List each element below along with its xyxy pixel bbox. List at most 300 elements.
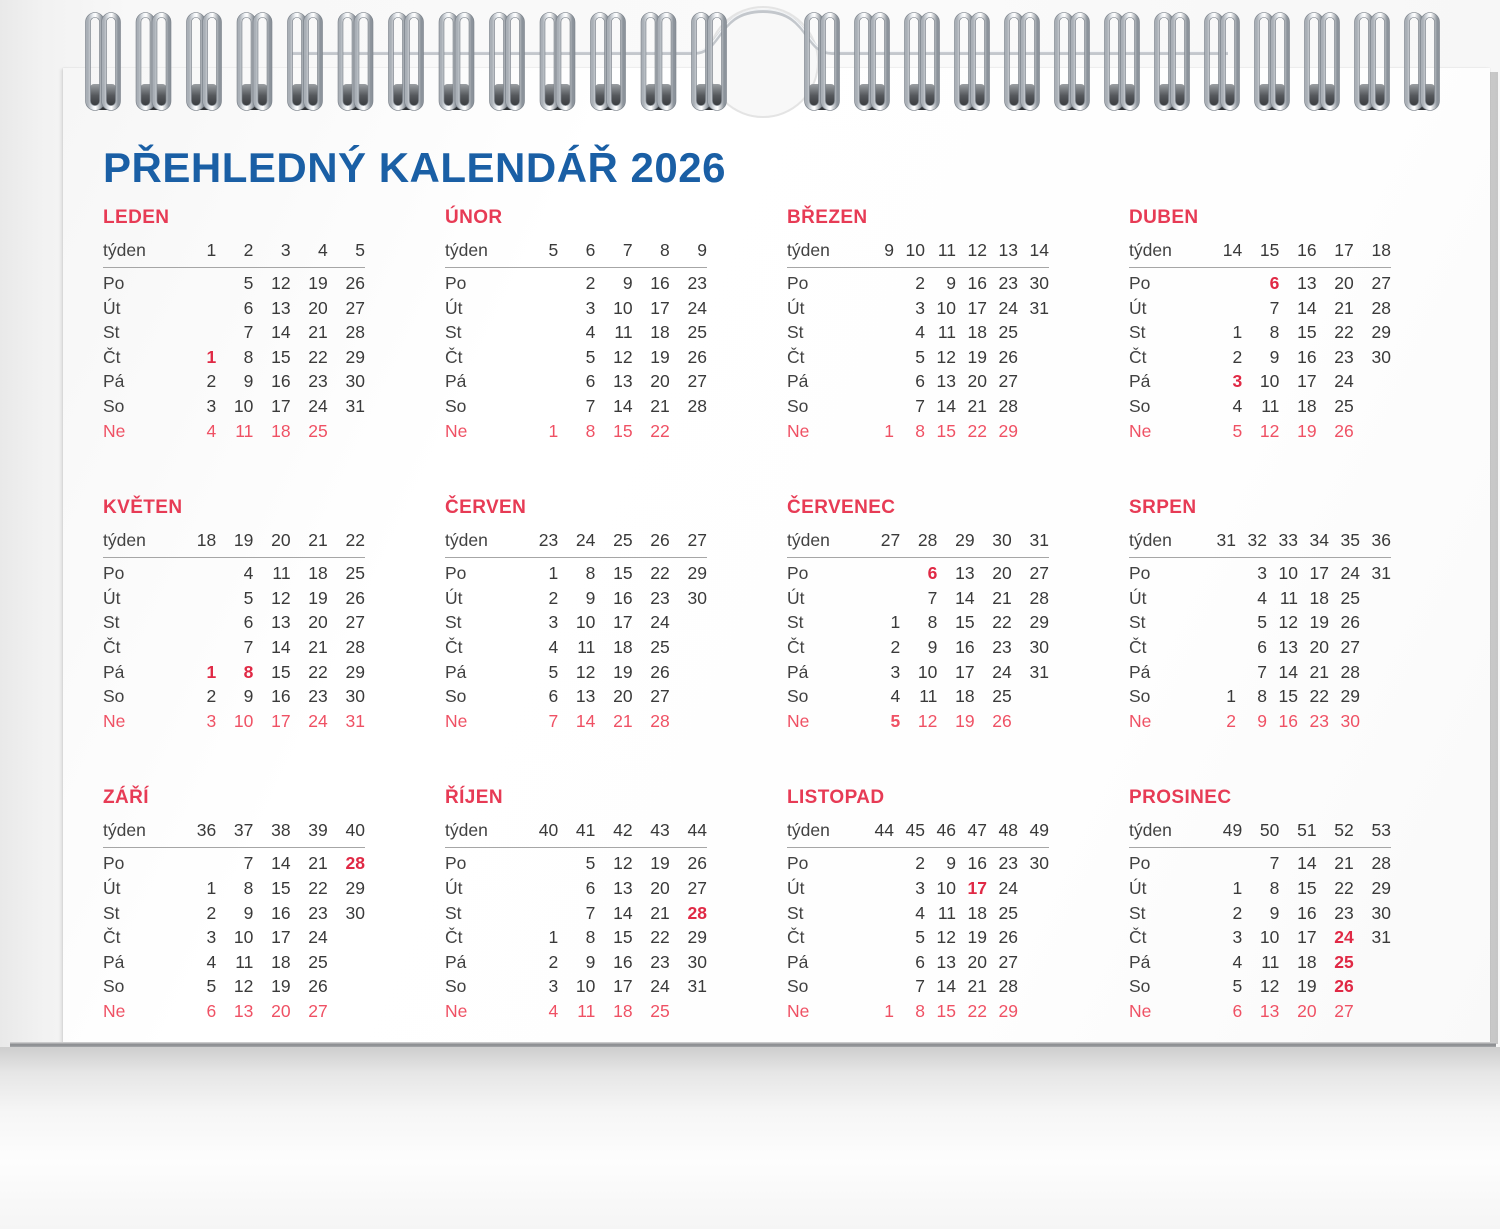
date-cell: 24 [1340,563,1360,584]
date-cell: 18 [955,686,975,707]
date-cell [863,586,900,611]
wire-loop-unit [442,15,472,110]
date-cell [863,901,894,926]
date-cell: 3 [915,297,925,318]
day-label: Ne [445,1000,468,1021]
date-cell: 28 [1371,297,1391,318]
date-cell: 16 [1278,710,1298,731]
date-cell: 27 [687,877,707,898]
week-label: týden [1129,820,1205,848]
date-cell [179,635,216,660]
day-row-so [1129,684,1391,709]
date-cell: 11 [614,322,633,343]
day-label: Ne [103,420,126,441]
month-card-únor [445,207,707,443]
date-cell: 5 [915,346,925,367]
date-cell: 14 [955,587,975,608]
day-label: Po [1129,853,1151,874]
week-number: 44 [670,820,707,848]
date-cell: 8 [243,877,254,898]
week-header-row [787,530,1049,558]
day-row-st [103,320,365,345]
month-table [103,240,365,443]
day-row-so [787,684,1049,709]
date-cell: 1 [206,877,217,898]
date-cell: 16 [271,686,291,707]
date-cell: 18 [1297,951,1317,972]
day-label: Po [445,853,467,874]
date-cell: 24 [308,927,328,948]
day-label: Út [103,877,121,898]
date-cell: 17 [271,710,291,731]
date-cell: 1 [548,563,559,584]
date-cell: 26 [687,853,707,874]
day-row-so [103,394,365,419]
day-row-po [103,268,365,296]
day-row-út [787,586,1049,611]
date-cell [1205,610,1236,635]
date-cell: 19 [613,661,633,682]
day-row-ne [787,709,1049,734]
week-number: 49 [1018,820,1049,848]
day-row-so [445,394,707,419]
day-row-st [445,320,707,345]
day-row-út [1129,876,1391,901]
week-number: 50 [1242,820,1279,848]
date-cell: 19 [1297,420,1317,441]
date-cell: 1 [1232,877,1243,898]
day-row-pá [445,660,707,685]
date-cell: 18 [613,1000,633,1021]
date-cell: 25 [1334,951,1354,972]
date-cell: 6 [243,612,254,633]
wire-loop-unit [1407,15,1437,110]
week-number: 22 [328,530,365,558]
day-row-ne [787,999,1049,1024]
day-label: St [1129,322,1146,343]
date-cell [1012,709,1049,734]
date-cell: 8 [1269,877,1280,898]
date-cell: 15 [1297,877,1317,898]
week-number: 31 [1012,530,1049,558]
date-cell: 18 [650,322,670,343]
spiral-binding [0,0,1500,132]
date-cell: 9 [1257,710,1267,731]
date-cell: 16 [967,273,987,293]
date-cell: 24 [308,395,328,416]
date-cell: 26 [650,661,670,682]
day-label: Út [445,297,463,318]
day-row-út [445,296,707,321]
date-cell: 8 [585,563,596,584]
date-cell: 16 [271,902,291,923]
date-cell: 12 [233,976,254,997]
date-cell [1205,296,1242,321]
week-header-row [103,240,365,268]
date-cell: 9 [585,951,596,972]
date-cell: 8 [243,661,254,682]
date-cell [1205,660,1236,685]
date-cell: 13 [271,612,291,633]
date-cell: 4 [915,902,925,923]
date-cell: 2 [890,636,901,657]
date-cell: 20 [308,612,328,633]
week-label: týden [1129,530,1205,558]
date-cell: 20 [1334,273,1354,293]
date-cell: 22 [967,420,987,441]
date-cell: 29 [345,661,365,682]
month-title: SRPEN [1129,497,1197,519]
wire-loop-unit [1257,15,1287,110]
date-cell: 10 [233,927,254,948]
date-cell: 22 [308,346,328,367]
wire-loop-unit [907,15,937,110]
day-row-ne [103,419,365,444]
date-cell [1360,660,1391,685]
date-cell [1360,610,1391,635]
date-cell: 20 [967,951,987,972]
day-row-so [445,684,707,709]
week-number: 6 [558,240,595,268]
day-row-čt [787,925,1049,950]
date-cell: 4 [1232,395,1243,416]
date-cell [1360,709,1391,734]
date-cell [1018,369,1049,394]
date-cell: 16 [967,853,987,874]
date-cell: 22 [650,927,670,948]
wire-loop-unit [1307,15,1337,110]
date-cell: 28 [1371,853,1391,874]
day-row-so [1129,974,1391,999]
date-cell: 6 [243,297,254,318]
date-cell [521,296,558,321]
week-label: týden [445,240,521,268]
day-label: Ne [103,710,126,731]
date-cell: 11 [1261,951,1280,972]
day-row-so [1129,394,1391,419]
date-cell: 13 [271,297,291,318]
date-cell [863,369,894,394]
date-cell: 15 [613,927,633,948]
date-cell: 27 [998,371,1018,392]
date-cell: 5 [585,853,596,874]
day-row-ne [103,999,365,1024]
day-label: So [103,395,125,416]
date-cell: 24 [308,710,328,731]
date-cell: 15 [955,612,975,633]
day-row-so [787,394,1049,419]
day-label: Ne [103,1000,126,1021]
date-cell: 19 [650,346,670,367]
week-number: 27 [670,530,707,558]
date-cell: 11 [577,1000,596,1021]
date-cell: 27 [998,951,1018,972]
date-cell: 3 [206,927,217,948]
date-cell: 23 [308,371,328,392]
day-row-po [787,558,1049,586]
day-row-út [787,876,1049,901]
date-cell: 24 [650,612,670,633]
day-label: So [445,686,467,707]
date-cell: 9 [946,273,956,293]
day-label: Út [103,297,121,318]
week-number: 39 [291,820,328,848]
date-cell: 28 [687,395,707,416]
date-cell: 25 [308,951,328,972]
day-row-čt [1129,635,1391,660]
date-cell: 25 [650,636,670,657]
date-cell: 13 [936,951,956,972]
wire-loop-unit [88,15,118,110]
week-label: týden [103,530,179,558]
date-cell: 15 [936,1000,956,1021]
day-row-ne [1129,999,1391,1024]
day-row-po [1129,268,1391,296]
day-row-pá [103,369,365,394]
date-cell: 26 [1334,420,1354,441]
date-cell: 9 [927,636,938,657]
date-cell [179,268,216,296]
date-cell: 20 [613,686,633,707]
date-cell: 3 [206,395,217,416]
date-cell: 8 [927,612,938,633]
date-cell: 25 [1334,395,1354,416]
date-cell: 21 [1334,853,1354,874]
date-cell: 21 [992,587,1012,608]
date-cell: 21 [1334,297,1354,318]
date-cell [670,635,707,660]
date-cell [1018,950,1049,975]
week-number: 41 [558,820,595,848]
date-cell: 29 [998,420,1018,441]
date-cell: 15 [613,563,633,584]
date-cell: 29 [345,346,365,367]
date-cell: 19 [955,710,975,731]
date-cell: 25 [992,686,1012,707]
wire-loop-unit [492,15,522,110]
date-cell: 28 [345,636,365,657]
wire-loop-unit [240,15,270,110]
date-cell [328,950,365,975]
day-label: Út [1129,297,1147,318]
day-row-út [445,876,707,901]
day-row-ne [445,999,707,1024]
week-number: 52 [1317,820,1354,848]
date-cell: 14 [271,853,291,874]
day-label: Pá [787,661,809,682]
date-cell: 7 [915,395,925,416]
week-number: 53 [1354,820,1391,848]
day-row-st [787,610,1049,635]
week-number: 42 [595,820,632,848]
day-label: So [787,686,809,707]
date-cell: 28 [998,976,1018,997]
date-cell: 21 [308,636,328,657]
day-row-ne [1129,709,1391,734]
date-cell: 18 [613,636,633,657]
date-cell: 15 [271,346,291,367]
date-cell: 8 [915,1000,925,1021]
day-row-út [787,296,1049,321]
week-number: 33 [1267,530,1298,558]
date-cell: 24 [992,661,1012,682]
week-number: 2 [216,240,253,268]
date-cell: 18 [1309,587,1329,608]
day-label: Čt [787,346,805,367]
date-cell: 26 [998,927,1018,948]
day-label: Po [103,273,125,293]
day-row-po [445,558,707,586]
date-cell: 6 [915,371,925,392]
date-cell: 23 [308,902,328,923]
month-title: ČERVEN [445,497,527,519]
date-cell: 13 [936,371,956,392]
day-label: Po [1129,273,1151,293]
date-cell [1354,950,1391,975]
month-card-listopad [787,787,1049,1023]
week-number: 7 [595,240,632,268]
date-cell: 29 [687,563,707,584]
month-card-prosinec [1129,787,1391,1023]
date-cell: 30 [1340,710,1360,731]
date-cell: 12 [271,587,291,608]
date-cell: 18 [271,951,291,972]
day-row-pá [787,369,1049,394]
date-cell: 10 [613,297,633,318]
day-label: So [103,976,125,997]
date-cell: 29 [998,1000,1018,1021]
month-title: LISTOPAD [787,787,885,809]
date-cell: 22 [1309,686,1329,707]
date-cell [521,848,558,876]
date-cell: 20 [1297,1000,1317,1021]
wire-loop-unit [857,15,887,110]
day-label: Ne [1129,1000,1152,1021]
date-cell [1205,635,1236,660]
day-label: So [1129,395,1151,416]
month-title: BŘEZEN [787,207,868,228]
date-cell: 25 [345,563,365,584]
date-cell: 13 [575,686,596,707]
month-card-červenec [787,497,1049,733]
date-cell: 17 [955,661,975,682]
date-cell: 20 [967,371,987,392]
date-cell: 2 [1226,710,1236,731]
day-label: Čt [445,927,463,948]
date-cell: 1 [548,420,559,441]
date-cell: 1 [884,1000,894,1021]
date-cell: 10 [1278,563,1298,584]
date-cell: 21 [650,902,670,923]
date-cell: 14 [1297,853,1317,874]
date-cell: 9 [1269,902,1280,923]
day-label: Čt [1129,636,1147,657]
date-cell: 19 [308,587,328,608]
date-cell [670,999,707,1024]
date-cell: 11 [937,322,956,343]
week-number: 1 [179,240,216,268]
week-number: 35 [1329,530,1360,558]
day-label: Út [787,877,805,898]
date-cell: 23 [308,686,328,707]
day-row-po [103,848,365,876]
date-cell: 1 [890,612,901,633]
day-row-pá [103,950,365,975]
week-number: 10 [894,240,925,268]
day-row-po [1129,848,1391,876]
date-cell: 26 [1334,976,1354,997]
date-cell: 6 [548,686,559,707]
week-number: 15 [1242,240,1279,268]
date-cell [1205,848,1242,876]
calendar-title: PŘEHLEDNÝ KALENDÁŘ 2026 [103,144,726,191]
day-label: St [787,902,804,923]
day-label: Ne [1129,420,1152,441]
week-number: 4 [291,240,328,268]
week-number: 24 [558,530,595,558]
date-cell [328,925,365,950]
date-cell [1360,635,1391,660]
date-cell: 7 [585,902,596,923]
day-label: Ne [787,1000,810,1021]
day-row-so [103,974,365,999]
date-cell: 17 [271,395,291,416]
date-cell: 22 [1334,322,1354,343]
date-cell: 4 [890,686,901,707]
date-cell: 4 [206,420,217,441]
week-number: 43 [633,820,670,848]
week-number: 32 [1236,530,1267,558]
date-cell [179,320,216,345]
date-cell: 26 [687,346,707,367]
month-card-květen [103,497,365,733]
day-row-po [445,268,707,296]
date-cell: 15 [271,877,291,898]
date-cell: 11 [235,420,254,441]
date-cell: 7 [548,710,559,731]
date-cell: 30 [1029,853,1049,874]
day-label: Ne [445,420,468,441]
date-cell: 31 [687,976,707,997]
date-cell: 14 [936,976,956,997]
date-cell: 31 [1029,661,1049,682]
week-number: 29 [937,530,974,558]
date-cell [670,660,707,685]
month-table [1129,240,1391,443]
date-cell: 9 [1269,346,1280,367]
day-label: Čt [787,927,805,948]
wire-loop-unit [1057,15,1087,110]
week-number: 13 [987,240,1018,268]
date-cell: 5 [1232,420,1243,441]
date-cell: 9 [622,273,633,293]
week-number: 16 [1279,240,1316,268]
date-cell: 23 [1334,346,1354,367]
month-title: KVĚTEN [103,497,183,519]
date-cell: 30 [345,371,365,392]
date-cell: 23 [650,587,670,608]
week-label: týden [787,240,863,268]
date-cell: 19 [650,853,670,874]
date-cell: 14 [613,395,633,416]
day-row-čt [787,635,1049,660]
date-cell: 23 [1309,710,1329,731]
date-cell: 30 [687,951,707,972]
date-cell: 29 [1371,322,1391,343]
date-cell: 13 [1297,273,1317,293]
date-cell: 24 [998,877,1018,898]
day-row-pá [1129,660,1391,685]
